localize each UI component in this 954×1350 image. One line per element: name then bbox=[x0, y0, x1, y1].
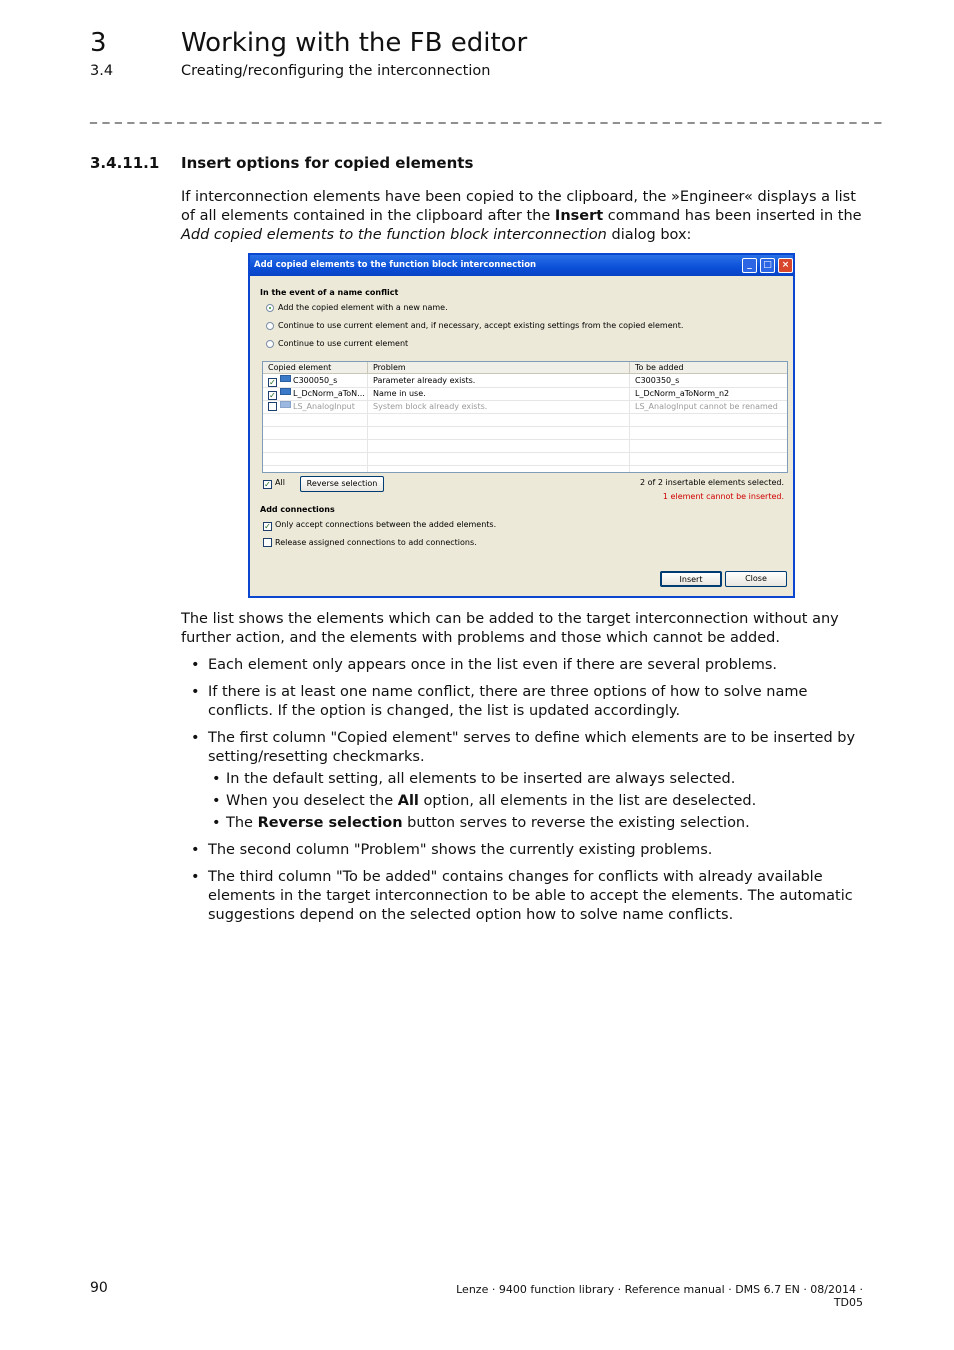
element-icon bbox=[280, 388, 291, 395]
insert-button[interactable]: Insert bbox=[660, 571, 722, 587]
bullet-list bbox=[181, 656, 871, 933]
dialog-titlebar bbox=[250, 255, 793, 276]
maximize-icon[interactable]: □ bbox=[760, 258, 775, 273]
checkbox-checked-icon[interactable]: ✓ bbox=[264, 480, 271, 489]
all-checkbox[interactable]: ✓ All bbox=[264, 478, 285, 489]
table-row[interactable]: ✓ C300050_s bbox=[269, 376, 338, 387]
only-accept-connections-checkbox[interactable]: ✓ Only accept connections between the added elements. bbox=[264, 520, 497, 531]
element-icon bbox=[280, 401, 291, 408]
column-header-to-be-added[interactable]: To be added bbox=[630, 362, 788, 374]
row-to-add: LS_AnalogInput cannot be renamed bbox=[635, 402, 778, 411]
sub-list-item: • When you deselect the All option, all elements in the list are deselected. bbox=[208, 792, 871, 811]
row-to-add[interactable]: L_DcNorm_aToNorm_n2 bbox=[635, 389, 730, 398]
radio-selected-icon[interactable] bbox=[266, 304, 274, 312]
row-checkbox[interactable]: ✓ bbox=[269, 378, 276, 387]
list-item: • Each element only appears once in the list even if there are several problems. bbox=[181, 656, 871, 675]
status-selected: 2 of 2 insertable elements selected. bbox=[639, 478, 784, 487]
close-button[interactable]: Close bbox=[725, 571, 787, 587]
sub-list-item: • In the default setting, all elements to be inserted are always selected. bbox=[208, 770, 871, 789]
section-number: 3.4 bbox=[90, 63, 114, 79]
insert-dialog bbox=[248, 253, 795, 598]
list-description-paragraph: The list shows the elements which can be added to the target interconnection without any further action, and the elements with problems and those which cannot be added. bbox=[181, 611, 839, 646]
page-number: 90 bbox=[90, 1280, 108, 1296]
status-error: 1 element cannot be inserted. bbox=[662, 492, 784, 501]
checkbox-checked-icon[interactable]: ✓ bbox=[264, 522, 271, 531]
table-row[interactable]: ✓ L_DcNorm_aToN... bbox=[269, 389, 365, 400]
radio-new-name[interactable]: Add the copied element with a new name. bbox=[266, 303, 448, 312]
radio-accept-settings[interactable]: Continue to use current element and, if necessary, accept existing settings from the copied element. bbox=[266, 321, 683, 330]
row-checkbox[interactable] bbox=[268, 402, 277, 411]
close-icon[interactable]: × bbox=[778, 258, 793, 273]
add-connections-label: Add connections bbox=[260, 505, 335, 514]
elements-table bbox=[262, 361, 788, 473]
section-title: Creating/reconfiguring the interconnection bbox=[181, 63, 491, 79]
list-item: • If there is at least one name conflict, there are three options of how to solve name conflicts. If the option is changed, the list is updated accordingly. bbox=[181, 683, 871, 721]
radio-icon[interactable] bbox=[266, 322, 274, 330]
heading-title: Insert options for copied elements bbox=[181, 154, 474, 172]
reverse-selection-button[interactable]: Reverse selection bbox=[300, 476, 384, 492]
list-item: • The first column "Copied element" serves to define which elements are to be inserted by setting/resetting checkmarks. • In the default setting, all elements to be inserted are always selected. • When you deselect the All option, all elements in the list are deselected. • The Reverse selection button serves to reverse the existing selection. bbox=[181, 729, 871, 833]
separator-line: _ _ _ _ _ _ _ _ _ _ _ _ _ _ _ _ _ _ _ _ _ _ _ _ _ _ _ _ _ _ _ _ _ _ _ _ _ _ _ _ _ _ _ _ _ _ _ _ _ _ _ _ _ _ _ _ _ _ _ _ _ _ _ _ bbox=[90, 108, 882, 124]
row-problem: Parameter already exists. bbox=[373, 376, 476, 385]
list-item: • The second column "Problem" shows the currently existing problems. bbox=[181, 841, 871, 860]
heading-number: 3.4.11.1 bbox=[90, 154, 160, 172]
column-header-problem[interactable]: Problem bbox=[368, 362, 630, 374]
sub-list bbox=[208, 770, 871, 833]
chapter-title: Working with the FB editor bbox=[181, 28, 528, 58]
row-to-add[interactable]: C300350_s bbox=[635, 376, 680, 385]
sub-list-item: • The Reverse selection button serves to reverse the existing selection. bbox=[208, 814, 871, 833]
row-checkbox[interactable]: ✓ bbox=[269, 391, 276, 400]
intro-paragraph: If interconnection elements have been copied to the clipboard, the »Engineer« displays a list of all elements contained in the clipboard after the Insert command has been inserted in the Add copied elements to the function block interconnection dialog box: bbox=[181, 189, 862, 243]
element-icon bbox=[280, 375, 291, 382]
chapter-number: 3 bbox=[90, 28, 107, 58]
column-header-copied-element[interactable]: Copied element bbox=[263, 362, 368, 374]
list-item: • The third column "To be added" contains changes for conflicts with already available elements in the target interconnection to be able to accept the elements. The automatic suggestions depend on the selected option how to solve name conflicts. bbox=[181, 868, 871, 925]
dialog-title: Add copied elements to the function block interconnection bbox=[254, 260, 537, 270]
radio-use-current[interactable]: Continue to use current element bbox=[266, 339, 408, 348]
name-conflict-label: In the event of a name conflict bbox=[260, 288, 399, 297]
minimize-icon[interactable]: _ bbox=[742, 258, 757, 273]
row-problem: Name in use. bbox=[373, 389, 426, 398]
release-connections-checkbox[interactable]: Release assigned connections to add connections. bbox=[263, 538, 477, 547]
table-row[interactable]: LS_AnalogInput bbox=[263, 400, 368, 413]
row-problem: System block already exists. bbox=[373, 402, 488, 411]
checkbox-icon[interactable] bbox=[263, 538, 272, 547]
radio-icon[interactable] bbox=[266, 340, 274, 348]
footer-doc-info: Lenze · 9400 function library · Reference manual · DMS 6.7 EN · 08/2014 · TD05 bbox=[456, 1283, 863, 1309]
